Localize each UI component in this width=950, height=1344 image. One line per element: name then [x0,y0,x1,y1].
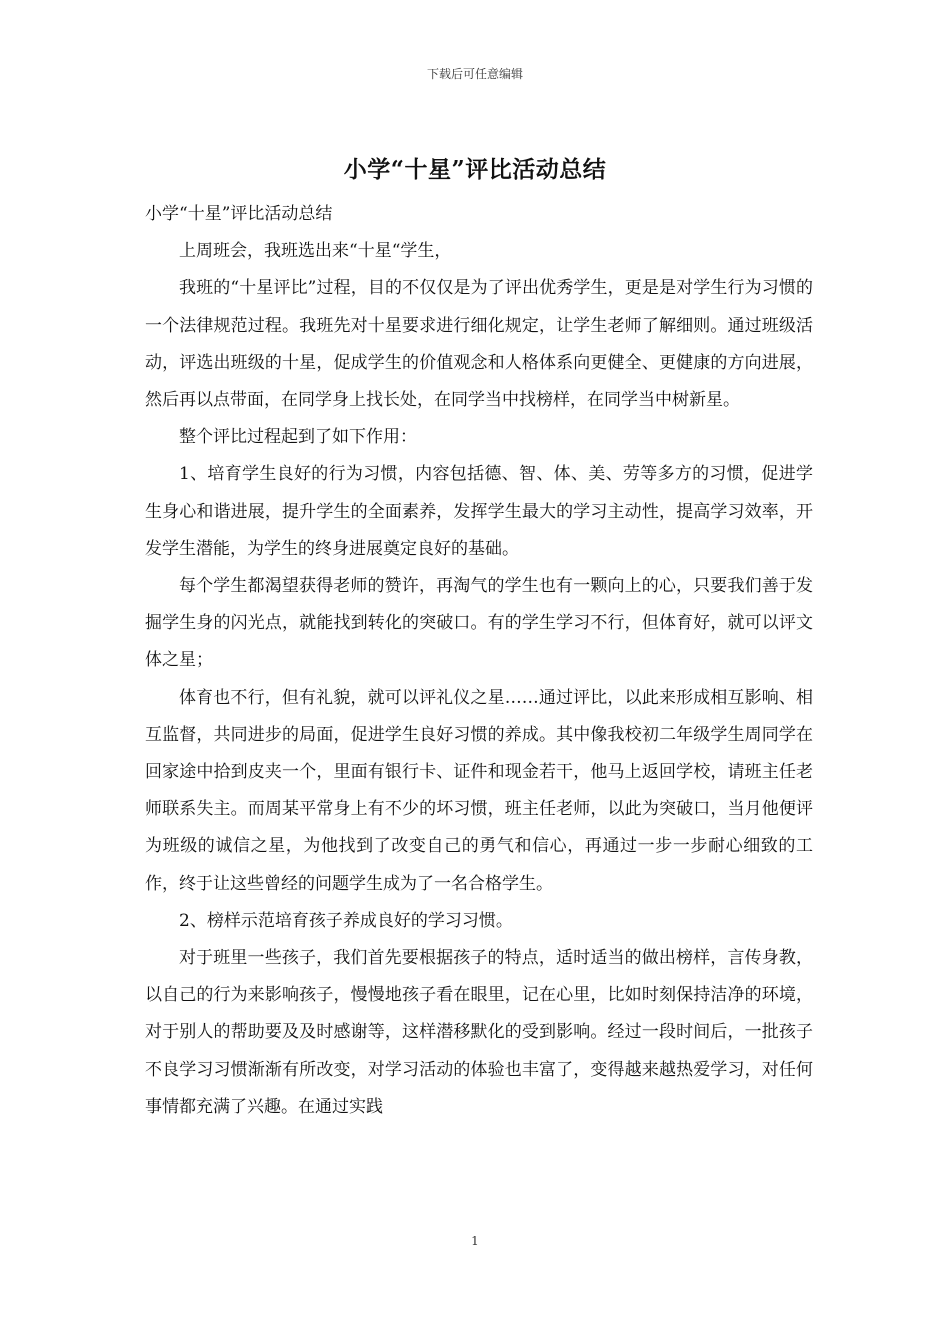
body-paragraph: 我班的“十星评比”过程，目的不仅仅是为了评出优秀学生，更是是对学生行为习惯的一个法律规范过程。我班先对十星要求进行细化规定，让学生老师了解细则。通过班级活动，评选出班级的十星，促成学生的价值观念和人格体系向更健全、更健康的方向进展，然后再以点带面，在同学身上找长处，在同学当中找榜样，在同学当中树新星。 [145,278,813,411]
body-paragraph: 整个评比过程起到了如下作用： [179,427,417,448]
body-paragraph: 1、培育学生良好的行为习惯，内容包括德、智、体、美、劳等多方的习惯，促进学生身心和谐进展，提升学生的全面素养，发挥学生最大的学习主动性，提高学习效率，开发学生潜能，为学生的终身进展奠定良好的基础。 [145,464,813,559]
body-paragraph: 2、榜样示范培育孩子养成良好的学习习惯。 [179,910,513,931]
body-paragraph: 每个学生都渴望获得老师的赞许，再淘气的学生也有一颗向上的心，只要我们善于发掘学生身的闪光点，就能找到转化的突破口。有的学生学习不行，但体育好，就可以评文体之星； [145,576,813,671]
body-paragraph: 体育也不行，但有礼貌，就可以评礼仪之星……通过评比，以此来形成相互影响、相互监督，共同进步的局面，促进学生良好习惯的养成。其中像我校初二年级学生周同学在回家途中拾到皮夹一个，里面有银行卡、证件和现金若干，他马上返回学校，请班主任老师联系失主。而周某平常身上有不少的坏习惯，班主任老师，以此为突破口，当月他便评为班级的诚信之星，为他找到了改变自己的勇气和信心，再通过一步一步耐心细致的工作，终于让这些曾经的问题学生成为了一名合格学生。 [145,687,813,894]
document-title: 小学“十星”评比活动总结 [343,156,607,183]
body-paragraph: 对于班里一些孩子，我们首先要根据孩子的特点，适时适当的做出榜样，言传身教，以自己的行为来影响孩子，慢慢地孩子看在眼里，记在心里，比如时刻保持洁净的环境，对于别人的帮助要及及时感谢等，这样潜移默化的受到影响。经过一段时间后，一批孩子不良学习习惯渐渐有所改变，对学习活动的体验也丰富了，变得越来越热爱学习，对任何事情都充满了兴趣。在通过实践 [145,948,813,1117]
subtitle-paragraph: 小学“十星”评比活动总结 [145,204,333,224]
page-header-note: 下载后可任意编辑 [426,67,523,81]
body-paragraph: 上周班会，我班选出来“十星“学生， [179,241,452,262]
page-number: 1 [471,1234,479,1248]
document-body [145,196,813,1126]
